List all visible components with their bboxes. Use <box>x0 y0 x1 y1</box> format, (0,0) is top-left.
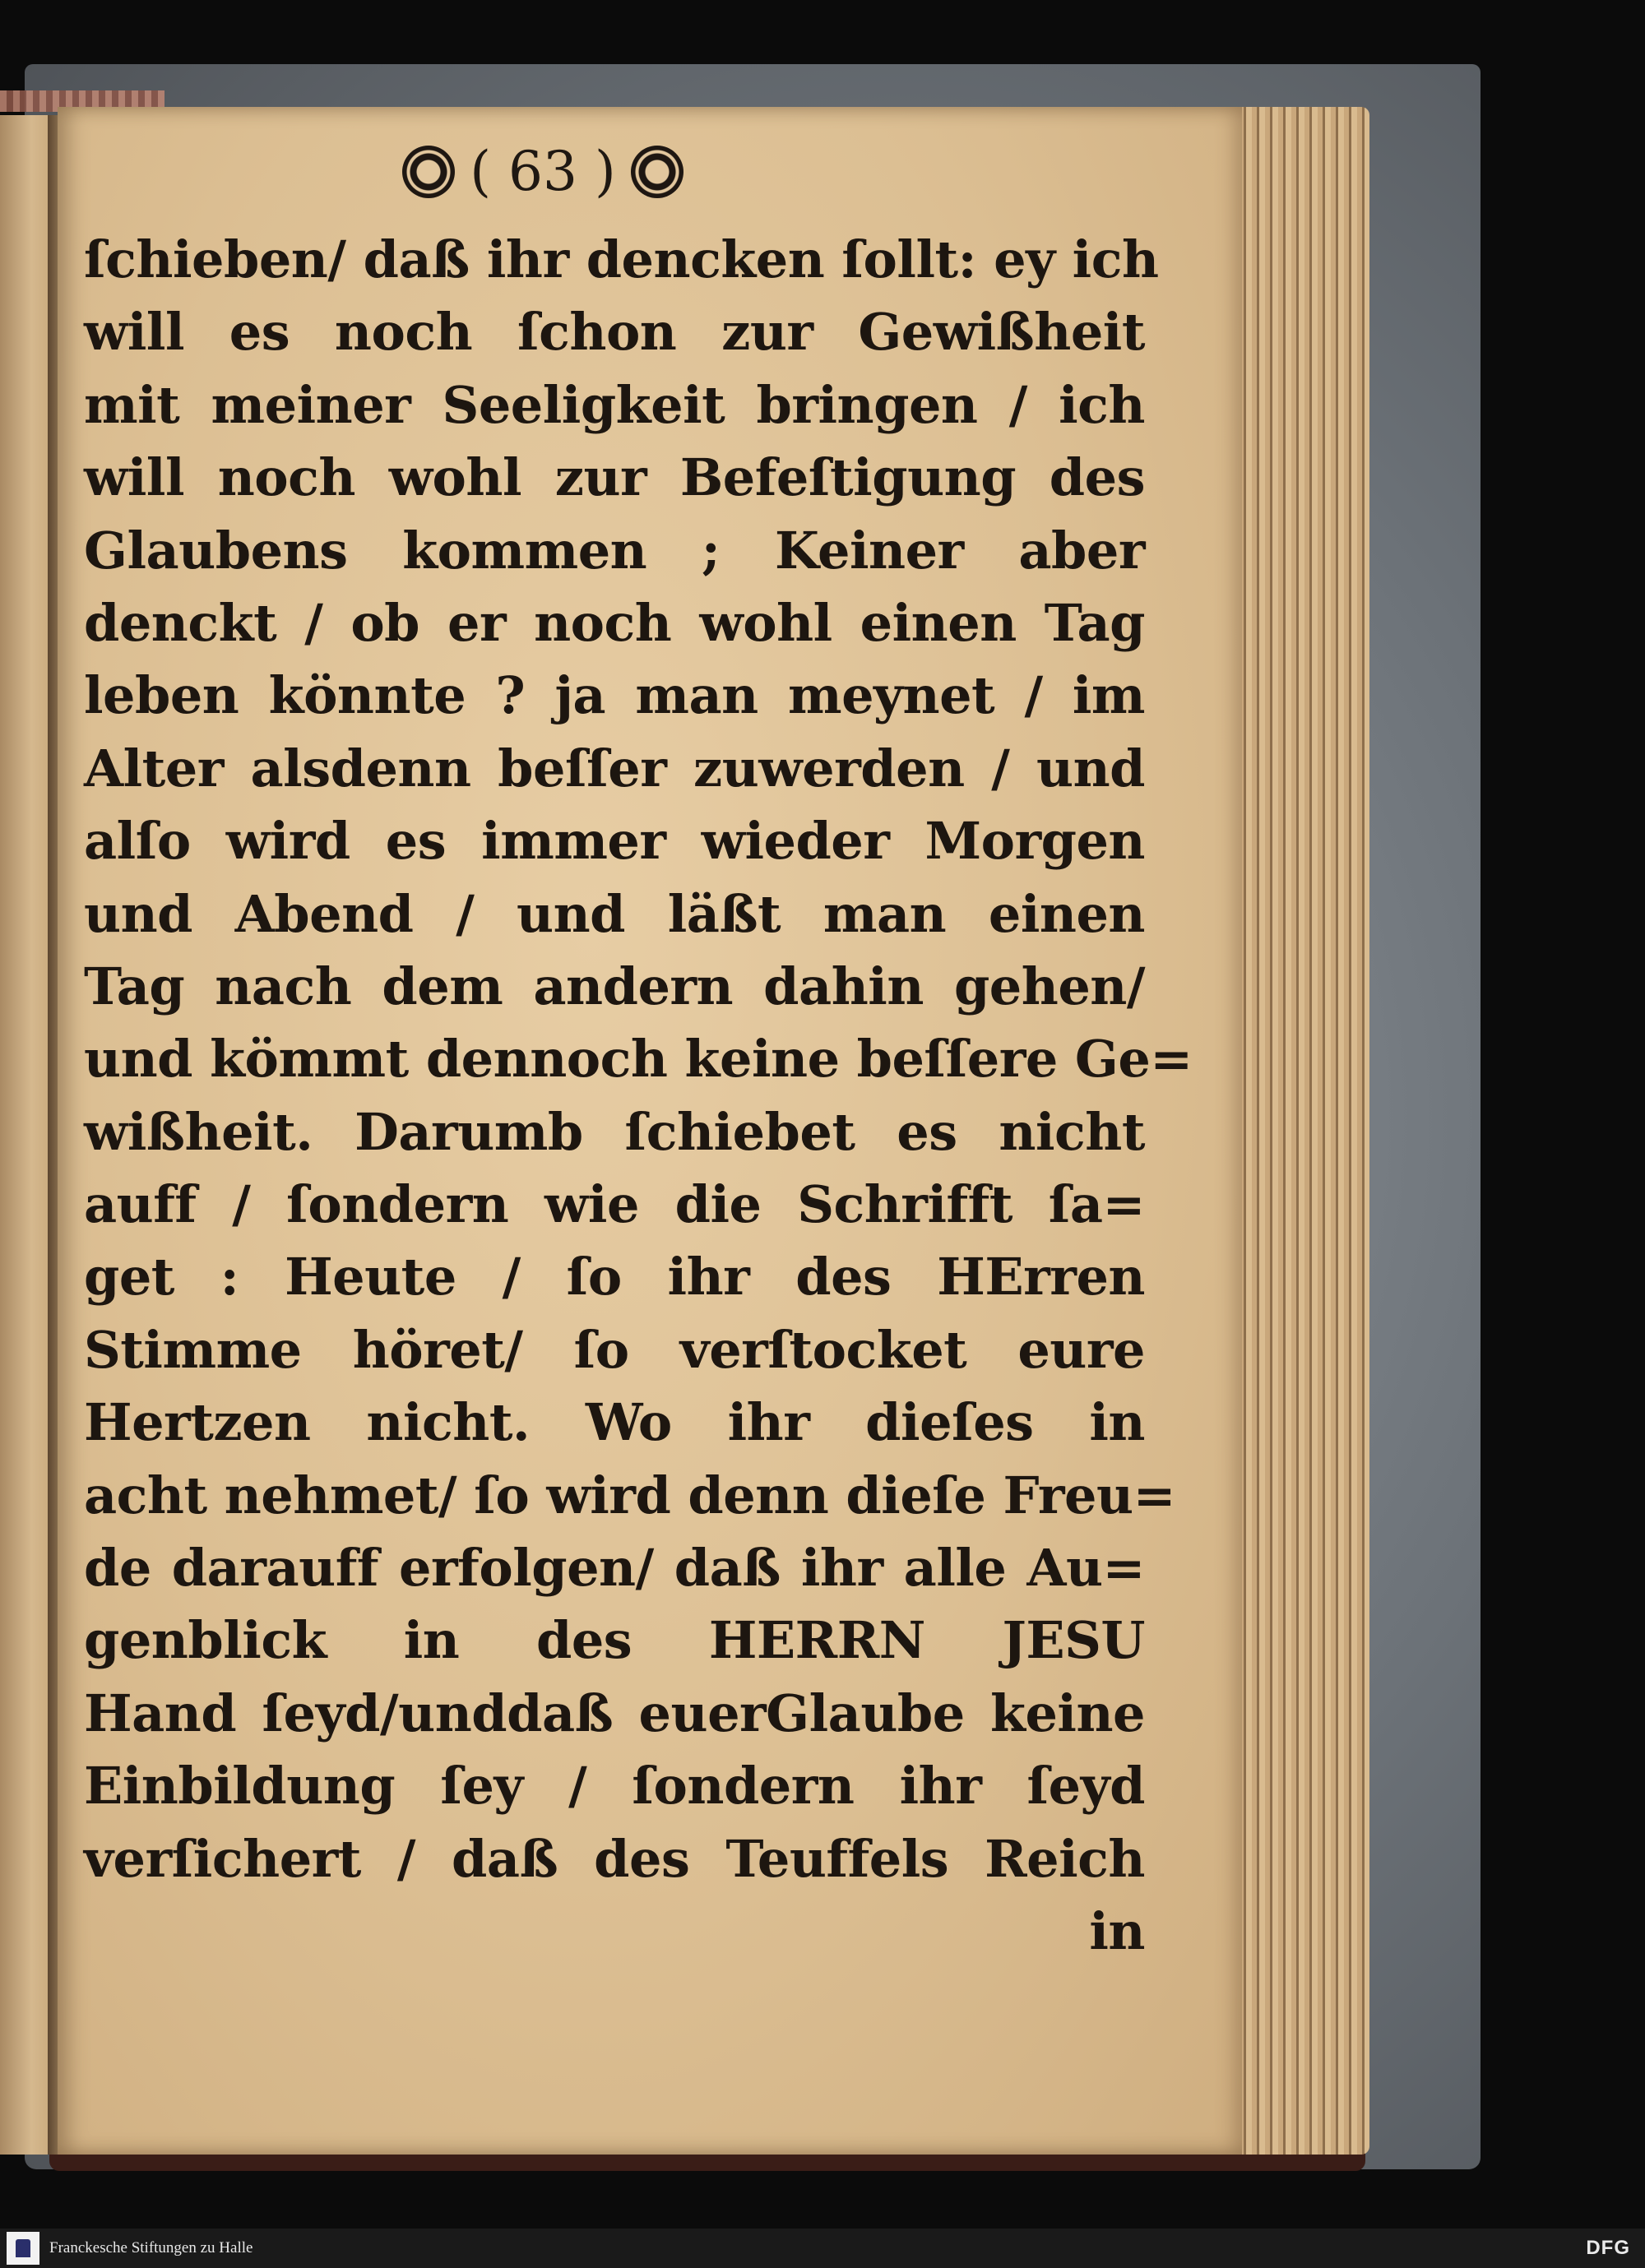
right-ornament-icon <box>631 146 683 198</box>
institution-logo-icon <box>7 2232 39 2265</box>
page-number: ( 63 ) <box>470 140 616 203</box>
text-line: verſichert / daß des Teuffels Reich <box>84 1828 1145 1889</box>
text-line: Hertzen nicht. Wo ihr dieſes in <box>84 1392 1145 1453</box>
text-line: will es noch ſchon zur Gewißheit <box>84 302 1145 363</box>
text-line: und Abend / und läßt man einen <box>84 883 1145 944</box>
text-line: genblick in des HERRN JESU <box>84 1610 1145 1671</box>
text-line: Hand ſeyd/unddaß euerGlaube keine <box>84 1682 1145 1743</box>
logo-mark <box>16 2239 30 2257</box>
viewer-footer <box>0 2229 1645 2268</box>
left-ornament-icon <box>402 146 455 198</box>
text-line: mit meiner Seeligkeit bringen / ich <box>84 374 1145 435</box>
text-line: Einbildung ſey / ſondern ihr ſeyd <box>84 1756 1145 1817</box>
text-line: und kömmt dennoch keine beſſere Ge= <box>84 1029 1193 1090</box>
text-line: leben könnte ? ja man meynet / im <box>84 665 1145 726</box>
text-line: de darauff erfolgen/ daß ihr alle Au= <box>84 1538 1145 1599</box>
institution-name: Franckesche Stiftungen zu Halle <box>49 2239 253 2256</box>
text-line: Tag nach dem andern dahin gehen/ <box>84 956 1145 1016</box>
text-line: denckt / ob er noch wohl einen Tag <box>84 592 1145 653</box>
text-line: get : Heute / ſo ihr des HErren <box>84 1247 1145 1308</box>
text-block <box>84 224 1193 1968</box>
right-page <box>58 107 1242 2155</box>
catchword: in <box>1089 1900 1145 1961</box>
text-line: Alter alsdenn beſſer zuwerden / und <box>84 738 1145 798</box>
text-line: auff / ſondern wie die Schrifft ſa= <box>84 1174 1145 1235</box>
text-line: alſo wird es immer wieder Morgen <box>84 811 1145 872</box>
text-line: acht nehmet/ ſo wird denn dieſe Freu= <box>84 1465 1176 1525</box>
text-line: ſchieben/ daß ihr dencken ſollt: ey ich <box>84 229 1159 289</box>
text-line: Stimme höret/ ſo verſtocket eure <box>84 1319 1145 1380</box>
dfg-logo: DFG <box>1586 2237 1630 2259</box>
page-stack-edge <box>1226 107 1369 2155</box>
left-page-edge <box>0 115 53 2155</box>
text-line: will noch wohl zur Befeſtigung des <box>84 447 1145 508</box>
text-line: wißheit. Darumb ſchiebet es nicht <box>84 1101 1145 1162</box>
page-header <box>0 140 1135 203</box>
text-line: Glaubens kommen ; Keiner aber <box>84 520 1145 581</box>
